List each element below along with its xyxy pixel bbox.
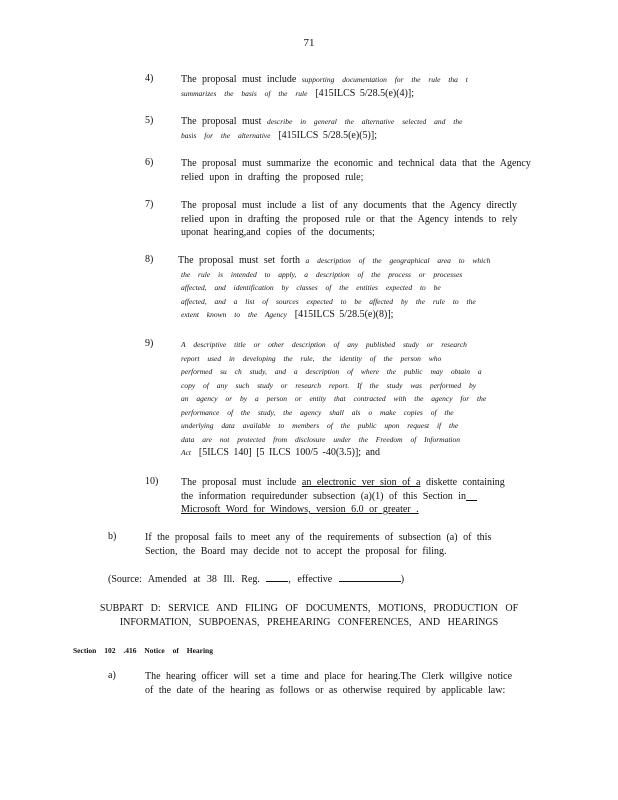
item-text: The proposal must include supporting documentation for the rule tha t summarizes the basis of the rule [415ILCS 5/28.5(e)(4)]; <box>181 74 468 99</box>
page-number: 71 <box>303 37 315 49</box>
item-number: 8) <box>145 254 154 265</box>
item-text: The proposal must describe in general the alternative selected and the basis for the alternative [415ILCS 5/28.5(e)(5)]; <box>181 116 463 141</box>
section-heading: Section 102 .416 Notice of Hearing <box>73 646 213 655</box>
item-text: The proposal must include an electronic ver sion of a diskette containing the information requiredunder subsection (a)(1) of this Section in Microsoft Word for Windows, version 6.0 or greater . <box>181 477 505 515</box>
item-text: The hearing officer will set a time and place for hearing.The Clerk willgive notice of the date of the hearing as follows or as otherwise required by applicable law: <box>145 671 513 696</box>
source-note: (Source: Amended at 38 Ill. Reg. , effective ) <box>108 574 405 585</box>
item-number: 9) <box>145 338 154 349</box>
item-text: The proposal must include a list of any documents that the Agency directly relied upon in drafting the proposed rule or that the Agency intends to rely uponat hearing,and copies of the documents; <box>181 200 518 238</box>
item-text: The proposal must summarize the economic and technical data that the Agency relied upon in drafting the proposed rule; <box>181 158 531 183</box>
item-number: 5) <box>145 115 154 126</box>
item-number: 7) <box>145 199 154 210</box>
reg-blank <box>266 581 288 582</box>
item-number: 10) <box>145 476 159 487</box>
item-text: If the proposal fails to meet any of the requirements of subsection (a) of this Section, the Board may decide not to accept the proposal for filing. <box>145 532 492 557</box>
item-text: A descriptive title or other description of any published study or research report used in developing the rule, the identity of the person who performed su ch study, and a description of where the public may obtain a copy of any such study or research report. If the study was performed by an agency or by a person or entity that contracted with the agency for the performance of the study, the agency shall als o make copies of the underlying data available to members of the public upon request if the data are not protected from disclosure under the Freedom of Information Act [5ILCS 140] [5 ILCS 100/5 -40(3.5)]; and <box>181 340 487 458</box>
item-number: 4) <box>145 73 154 84</box>
subpart-heading: SUBPART D: SERVICE AND FILING OF DOCUMENTS, MOTIONS, PRODUCTION OF INFORMATION, SUBPOENAS, PREHEARING CONFERENCES, AND HEARINGS <box>99 603 519 628</box>
item-number: b) <box>108 531 117 542</box>
item-number: a) <box>108 670 116 681</box>
item-number: 6) <box>145 157 154 168</box>
item-text: The proposal must set forth a description of the geographical area to which the rule is intended to apply, a description of the process or processes affected, and identification by classes of the entities expected to be affected, and a list of sources expected to be affected by the rule to the extent known to the Agency [415ILCS 5/28.5(e)(8)]; <box>178 255 491 320</box>
effective-blank <box>339 581 401 582</box>
